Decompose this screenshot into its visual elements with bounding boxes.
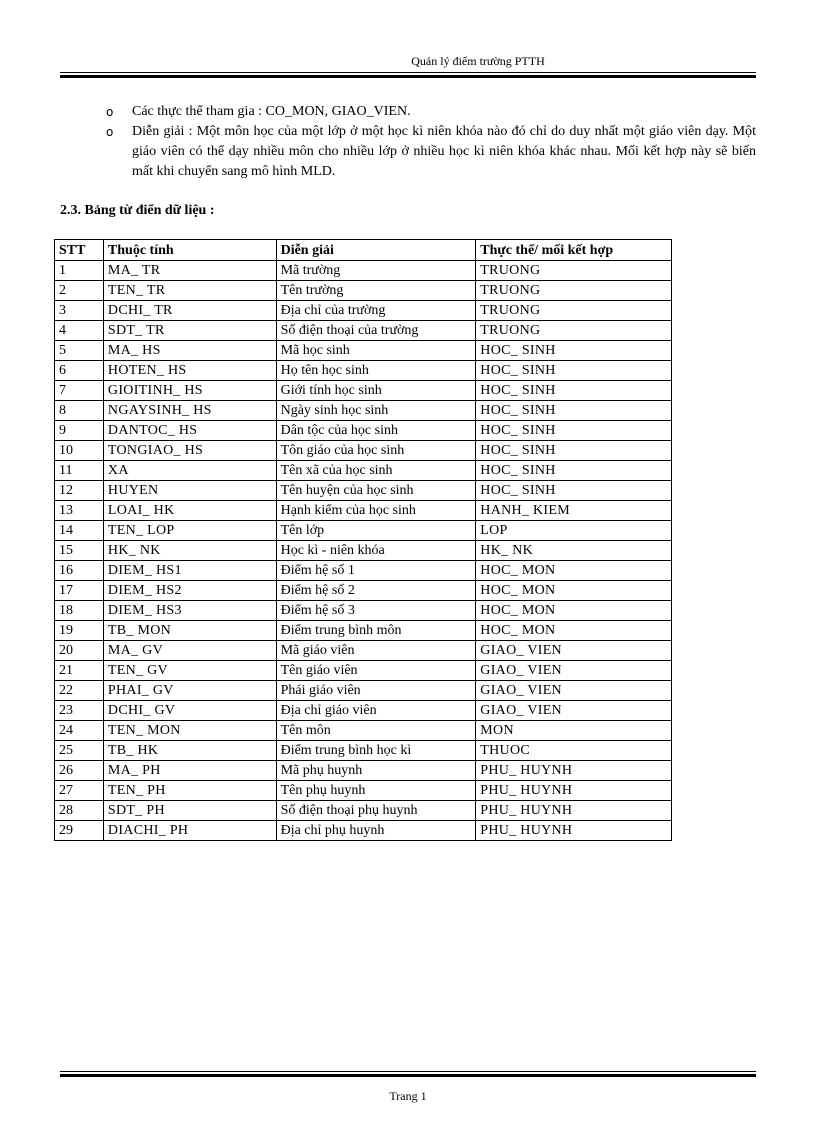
bullet-marker: o [106,105,114,119]
cell-description: Tên huyện của học sinh [276,481,476,501]
cell-attribute: DIEM_ HS2 [103,581,276,601]
cell-attribute: TEN_ LOP [103,521,276,541]
column-header-description: Diễn giải [276,240,476,261]
cell-stt: 10 [55,441,104,461]
cell-attribute: HK_ NK [103,541,276,561]
cell-entity: HOC_ MON [476,601,672,621]
table-row [55,521,672,541]
page-number: Trang 1 [389,1089,427,1103]
footer-rule-thin [60,1071,756,1072]
cell-description: Tên xã của học sinh [276,461,476,481]
cell-description: Địa chỉ của trường [276,301,476,321]
cell-attribute: SDT_ TR [103,321,276,341]
page-header-title: Quản lý điểm trường PTTH [411,54,545,68]
cell-stt: 24 [55,721,104,741]
cell-description: Phái giáo viên [276,681,476,701]
cell-stt: 22 [55,681,104,701]
cell-entity: HOC_ SINH [476,481,672,501]
cell-stt: 16 [55,561,104,581]
cell-attribute: TB_ HK [103,741,276,761]
bullet-item [106,102,756,122]
cell-description: Điểm hệ số 3 [276,601,476,621]
cell-description: Tên trường [276,281,476,301]
cell-entity: HOC_ SINH [476,341,672,361]
cell-attribute: LOAI_ HK [103,501,276,521]
cell-stt: 15 [55,541,104,561]
cell-attribute: MA_ TR [103,261,276,281]
table-header-row [55,240,672,261]
cell-attribute: TEN_ MON [103,721,276,741]
cell-entity: TRUONG [476,261,672,281]
column-header-attribute: Thuộc tính [103,240,276,261]
footer-rule-thick [60,1074,756,1077]
cell-stt: 18 [55,601,104,621]
table-row [55,341,672,361]
header-rule-thin [60,72,756,73]
table-row [55,681,672,701]
cell-attribute: XA [103,461,276,481]
cell-stt: 17 [55,581,104,601]
column-header-stt: STT [55,240,104,261]
cell-stt: 13 [55,501,104,521]
cell-description: Tôn giáo của học sinh [276,441,476,461]
cell-attribute: DIACHI_ PH [103,821,276,841]
cell-stt: 2 [55,281,104,301]
cell-attribute: GIOITINH_ HS [103,381,276,401]
cell-entity: HOC_ SINH [476,421,672,441]
table-row [55,281,672,301]
table-row [55,301,672,321]
cell-entity: TRUONG [476,281,672,301]
cell-entity: GIAO_ VIEN [476,681,672,701]
table-row [55,701,672,721]
cell-description: Ngày sinh học sinh [276,401,476,421]
table-row [55,501,672,521]
cell-stt: 6 [55,361,104,381]
cell-description: Điểm trung bình môn [276,621,476,641]
cell-attribute: NGAYSINH_ HS [103,401,276,421]
table-row [55,721,672,741]
table-row [55,361,672,381]
cell-entity: HOC_ SINH [476,441,672,461]
cell-attribute: MA_ HS [103,341,276,361]
table-row [55,761,672,781]
cell-stt: 21 [55,661,104,681]
cell-description: Điểm hệ số 1 [276,561,476,581]
cell-entity: TRUONG [476,301,672,321]
cell-description: Mã phụ huynh [276,761,476,781]
cell-description: Tên giáo viên [276,661,476,681]
table-row [55,481,672,501]
cell-stt: 25 [55,741,104,761]
cell-stt: 14 [55,521,104,541]
cell-entity: PHU_ HUYNH [476,781,672,801]
cell-entity: TRUONG [476,321,672,341]
cell-stt: 29 [55,821,104,841]
cell-stt: 5 [55,341,104,361]
cell-entity: PHU_ HUYNH [476,801,672,821]
bullet-text: Diễn giải : Một môn học của một lớp ở một học kì niên khóa nào đó chỉ do duy nhất một giáo viên dạy. Một giáo viên có thể dạy nhiều môn cho nhiều lớp ở nhiều học kì niên khóa khác nhau. Mối kết hợp này sẽ biến mất khi chuyển sang mô hình MLD. [132,124,756,179]
bullet-text: Các thực thể tham gia : CO_MON, GIAO_VIEN. [132,104,411,119]
table-row [55,461,672,481]
cell-attribute: TB_ MON [103,621,276,641]
cell-attribute: TONGIAO_ HS [103,441,276,461]
cell-stt: 19 [55,621,104,641]
cell-entity: HOC_ SINH [476,401,672,421]
cell-description: Mã trường [276,261,476,281]
cell-description: Số điện thoại của trường [276,321,476,341]
table-row [55,541,672,561]
cell-attribute: MA_ PH [103,761,276,781]
cell-entity: LOP [476,521,672,541]
cell-entity: HOC_ SINH [476,381,672,401]
bullet-list [106,102,756,182]
cell-attribute: DCHI_ GV [103,701,276,721]
cell-entity: GIAO_ VIEN [476,701,672,721]
table-row [55,441,672,461]
table-row [55,641,672,661]
cell-entity: HOC_ MON [476,581,672,601]
cell-stt: 9 [55,421,104,441]
cell-stt: 20 [55,641,104,661]
cell-entity: GIAO_ VIEN [476,641,672,661]
cell-stt: 23 [55,701,104,721]
cell-description: Học kì - niên khóa [276,541,476,561]
cell-attribute: TEN_ GV [103,661,276,681]
cell-stt: 28 [55,801,104,821]
cell-entity: PHU_ HUYNH [476,821,672,841]
table-row [55,801,672,821]
cell-entity: HK_ NK [476,541,672,561]
cell-description: Điểm hệ số 2 [276,581,476,601]
table-row [55,561,672,581]
cell-attribute: DIEM_ HS1 [103,561,276,581]
column-header-entity: Thực thể/ mối kết hợp [476,240,672,261]
cell-entity: THUOC [476,741,672,761]
cell-entity: PHU_ HUYNH [476,761,672,781]
cell-stt: 1 [55,261,104,281]
cell-stt: 11 [55,461,104,481]
cell-entity: HOC_ MON [476,561,672,581]
cell-entity: MON [476,721,672,741]
cell-stt: 3 [55,301,104,321]
cell-description: Giới tính học sinh [276,381,476,401]
cell-attribute: DIEM_ HS3 [103,601,276,621]
cell-entity: HOC_ MON [476,621,672,641]
table-row [55,741,672,761]
table-row [55,261,672,281]
cell-attribute: TEN_ PH [103,781,276,801]
cell-entity: HANH_ KIEM [476,501,672,521]
table-row [55,381,672,401]
table-row [55,621,672,641]
table-row [55,601,672,621]
cell-description: Địa chỉ phụ huynh [276,821,476,841]
cell-attribute: MA_ GV [103,641,276,661]
cell-description: Tên phụ huynh [276,781,476,801]
cell-attribute: PHAI_ GV [103,681,276,701]
table-row [55,821,672,841]
cell-description: Họ tên học sinh [276,361,476,381]
cell-entity: HOC_ SINH [476,361,672,381]
cell-description: Dân tộc của học sinh [276,421,476,441]
table-row [55,661,672,681]
table-row [55,421,672,441]
cell-stt: 8 [55,401,104,421]
data-dictionary-table [54,239,672,841]
cell-description: Số điện thoại phụ huynh [276,801,476,821]
cell-attribute: HOTEN_ HS [103,361,276,381]
table-row [55,401,672,421]
cell-attribute: SDT_ PH [103,801,276,821]
cell-description: Hạnh kiểm của học sinh [276,501,476,521]
cell-description: Tên lớp [276,521,476,541]
bullet-item [106,122,756,182]
section-heading: 2.3. Bảng từ điển dữ liệu : [60,203,215,218]
table-row [55,321,672,341]
cell-attribute: DANTOC_ HS [103,421,276,441]
cell-attribute: TEN_ TR [103,281,276,301]
cell-stt: 12 [55,481,104,501]
cell-entity: HOC_ SINH [476,461,672,481]
table-body [55,261,672,841]
cell-stt: 27 [55,781,104,801]
cell-stt: 4 [55,321,104,341]
cell-description: Tên môn [276,721,476,741]
cell-stt: 7 [55,381,104,401]
cell-stt: 26 [55,761,104,781]
cell-attribute: HUYEN [103,481,276,501]
bullet-marker: o [106,125,114,139]
cell-description: Điểm trung bình học kì [276,741,476,761]
cell-description: Địa chỉ giáo viên [276,701,476,721]
table-row [55,581,672,601]
cell-attribute: DCHI_ TR [103,301,276,321]
cell-description: Mã giáo viên [276,641,476,661]
header-rule-thick [60,75,756,78]
table-row [55,781,672,801]
cell-entity: GIAO_ VIEN [476,661,672,681]
cell-description: Mã học sinh [276,341,476,361]
